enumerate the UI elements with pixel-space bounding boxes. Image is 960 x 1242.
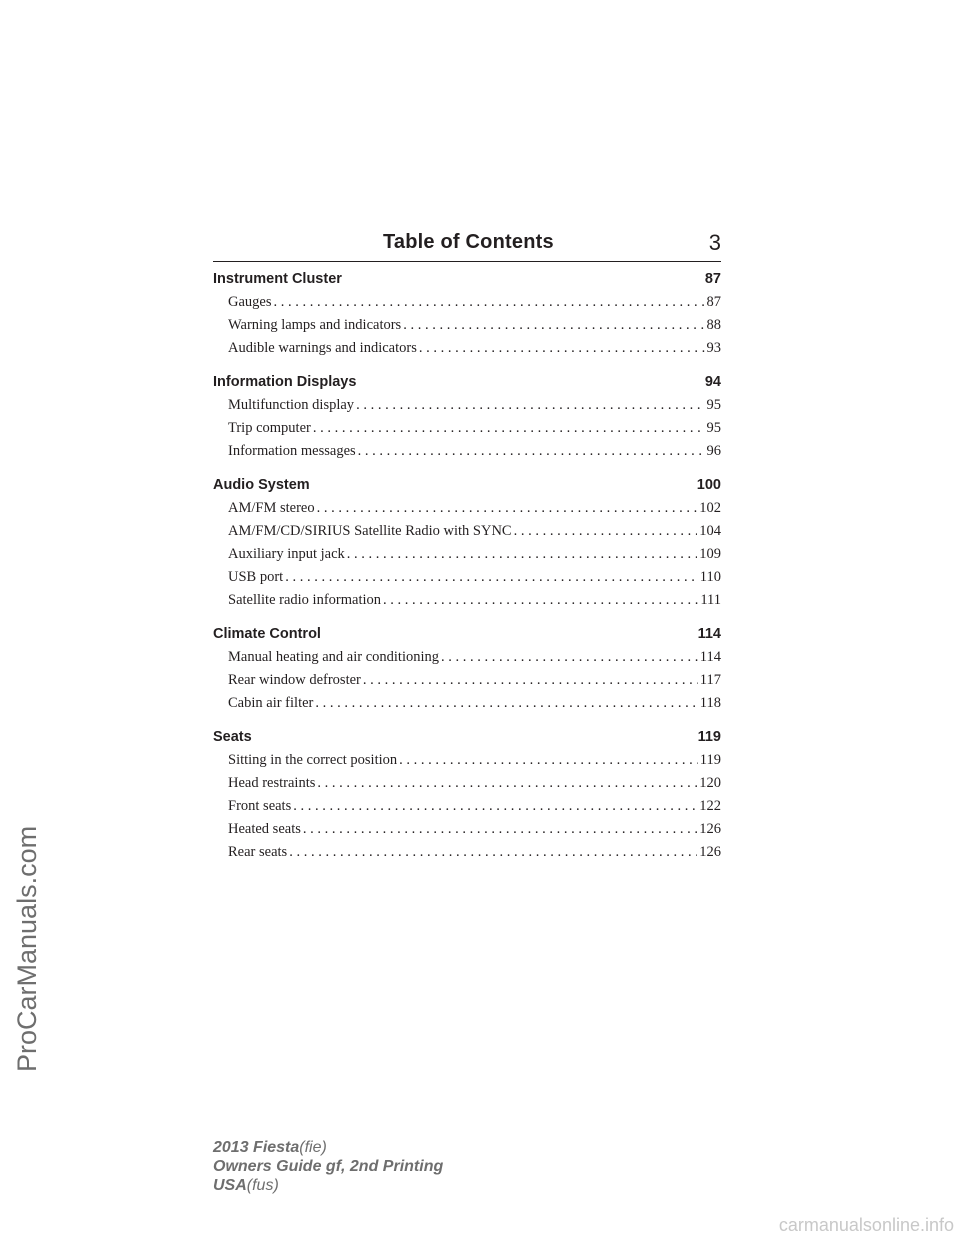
dot-leader — [403, 314, 704, 337]
entry-page: 88 — [706, 317, 721, 333]
dot-leader — [289, 841, 697, 864]
dot-leader — [419, 337, 705, 360]
dot-leader — [441, 646, 698, 669]
footer-market: USA — [213, 1177, 247, 1194]
toc-section-heading[interactable] — [213, 371, 721, 394]
entry-page: 96 — [706, 443, 721, 459]
entry-page: 87 — [706, 294, 721, 310]
toc-entry[interactable] — [213, 818, 721, 841]
toc-section — [213, 726, 721, 864]
entry-label: Gauges — [228, 294, 272, 310]
entry-page: 93 — [706, 340, 721, 356]
entry-label: Trip computer — [228, 420, 311, 436]
toc-entry[interactable] — [213, 394, 721, 417]
toc-entry[interactable] — [213, 417, 721, 440]
entry-page: 102 — [699, 500, 721, 516]
toc-section — [213, 623, 721, 715]
dot-leader — [317, 772, 697, 795]
footer-line-market — [213, 1176, 443, 1195]
site-watermark: carmanualsonline.info — [778, 1215, 954, 1235]
footer-model: 2013 Fiesta — [213, 1139, 300, 1156]
footer-model-code: (fie) — [299, 1139, 327, 1156]
section-title: Climate Control — [213, 626, 321, 642]
entry-page: 111 — [700, 592, 721, 608]
section-page: 94 — [704, 374, 721, 390]
toc-entry[interactable] — [213, 646, 721, 669]
table-of-contents — [213, 268, 721, 875]
toc-section — [213, 268, 721, 360]
entry-label: Warning lamps and indicators — [228, 317, 402, 333]
toc-section-heading[interactable] — [213, 474, 721, 497]
entry-label: Heated seats — [228, 821, 301, 837]
entry-page: 95 — [706, 397, 721, 413]
entry-label: Manual heating and air conditioning — [228, 649, 440, 665]
entry-label: Audible warnings and indicators — [228, 340, 417, 356]
section-page: 119 — [697, 729, 721, 745]
entry-page: 104 — [699, 523, 721, 539]
section-page: 114 — [697, 626, 721, 642]
section-title: Information Displays — [213, 374, 357, 390]
entry-label: Rear seats — [228, 844, 288, 860]
dot-leader — [383, 589, 698, 612]
entry-label: Multifunction display — [228, 397, 355, 413]
entry-page: 126 — [699, 844, 721, 860]
page-title: Table of Contents — [383, 231, 554, 253]
page-header — [213, 229, 721, 262]
entry-label: USB port — [228, 569, 284, 585]
entry-label: AM/FM stereo — [228, 500, 315, 516]
entry-label: Satellite radio information — [228, 592, 382, 608]
dot-leader — [285, 566, 698, 589]
entry-label: Front seats — [228, 798, 292, 814]
dot-leader — [514, 520, 698, 543]
dot-leader — [315, 692, 697, 715]
entry-label: AM/FM/CD/SIRIUS Satellite Radio with SYNC — [228, 523, 512, 539]
toc-section-heading[interactable] — [213, 268, 721, 291]
toc-entry[interactable] — [213, 520, 721, 543]
entry-label: Information messages — [228, 443, 356, 459]
entry-label: Auxiliary input jack — [228, 546, 345, 562]
toc-section-heading[interactable] — [213, 726, 721, 749]
entry-label: Rear window defroster — [228, 672, 361, 688]
section-title: Seats — [213, 729, 252, 745]
document-footer — [213, 1138, 443, 1195]
toc-section-heading[interactable] — [213, 623, 721, 646]
section-page: 87 — [704, 271, 721, 287]
entry-label: Head restraints — [228, 775, 316, 791]
dot-leader — [293, 795, 697, 818]
watermark: ProCarManuals.com — [12, 825, 42, 1072]
toc-entry[interactable] — [213, 291, 721, 314]
entry-page: 95 — [706, 420, 721, 436]
toc-section — [213, 371, 721, 463]
toc-entry[interactable] — [213, 589, 721, 612]
entry-page: 120 — [699, 775, 721, 791]
toc-entry[interactable] — [213, 669, 721, 692]
toc-entry[interactable] — [213, 795, 721, 818]
section-title: Audio System — [213, 477, 310, 493]
entry-label: Sitting in the correct position — [228, 752, 398, 768]
toc-entry[interactable] — [213, 337, 721, 360]
section-title: Instrument Cluster — [213, 271, 342, 287]
dot-leader — [347, 543, 697, 566]
page-number: 3 — [708, 230, 721, 255]
entry-page: 110 — [699, 569, 721, 585]
toc-entry[interactable] — [213, 749, 721, 772]
dot-leader — [274, 291, 705, 314]
footer-guide: Owners Guide gf, 2nd Printing — [213, 1158, 444, 1175]
section-page: 100 — [696, 477, 721, 493]
entry-page: 117 — [699, 672, 721, 688]
dot-leader — [317, 497, 698, 520]
toc-entry[interactable] — [213, 497, 721, 520]
entry-page: 126 — [699, 821, 721, 837]
entry-page: 118 — [699, 695, 721, 711]
dot-leader — [399, 749, 698, 772]
toc-entry[interactable] — [213, 566, 721, 589]
entry-page: 122 — [699, 798, 721, 814]
dot-leader — [363, 669, 698, 692]
entry-label: Cabin air filter — [228, 695, 314, 711]
toc-entry[interactable] — [213, 440, 721, 463]
dot-leader — [356, 394, 704, 417]
toc-entry[interactable] — [213, 692, 721, 715]
toc-entry[interactable] — [213, 772, 721, 795]
toc-entry[interactable] — [213, 841, 721, 864]
footer-line-model — [213, 1138, 443, 1157]
toc-section — [213, 474, 721, 612]
dot-leader — [358, 440, 705, 463]
entry-page: 109 — [699, 546, 721, 562]
entry-page: 119 — [699, 752, 721, 768]
toc-entry[interactable] — [213, 543, 721, 566]
footer-market-code: (fus) — [246, 1177, 279, 1194]
dot-leader — [303, 818, 697, 841]
entry-page: 114 — [699, 649, 721, 665]
toc-entry[interactable] — [213, 314, 721, 337]
dot-leader — [313, 417, 705, 440]
